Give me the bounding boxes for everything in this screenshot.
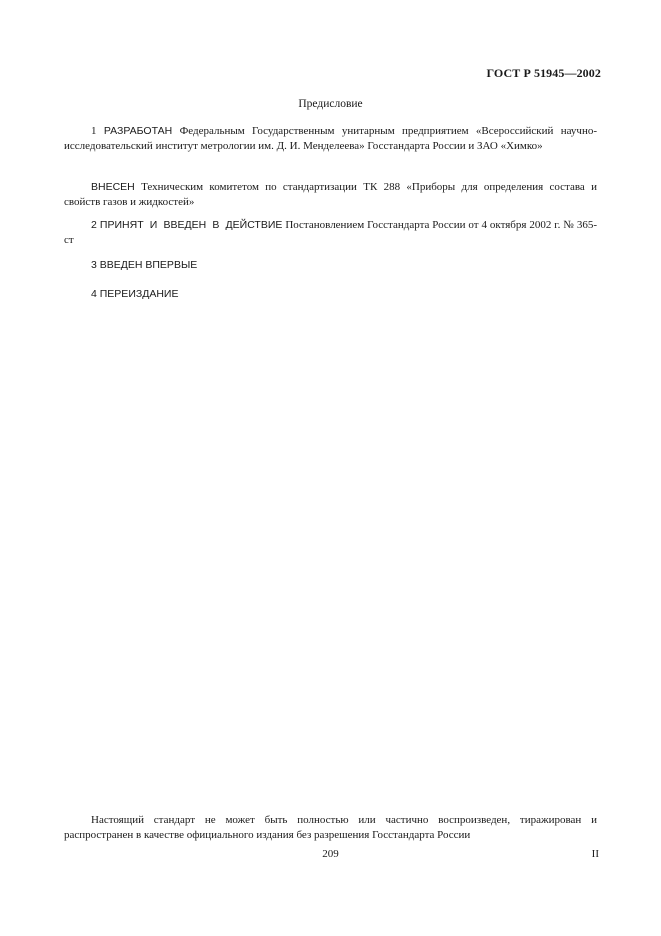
caps-developed: РАЗРАБОТАН (103, 125, 173, 137)
caps-first-introduced: 3 ВВЕДЕН ВПЕРВЫЕ (91, 259, 198, 271)
page-number: 209 (322, 848, 339, 860)
document-code: ГОСТ Р 51945—2002 (486, 66, 601, 80)
paragraph-adopted (64, 218, 597, 248)
roman-page-number: II (591, 848, 599, 860)
paragraph-reissue (64, 287, 597, 302)
adopted-text: Постановлением Госстандарта России от 4 октября 2002 г. № 365-ст (64, 219, 597, 246)
caps-adopted: 2 ПРИНЯТ И ВВЕДЕН В ДЕЙСТВИЕ (91, 219, 283, 231)
paragraph-introduced (64, 180, 597, 210)
paragraph-first-introduced (64, 258, 597, 273)
developed-text: Федеральным Государственным унитарным предприятием «Всероссийский научно-исследовательский институт метрологии им. Д. И. Менделеева» Госстандарта России и ЗАО «Химко» (64, 125, 598, 152)
introduced-text: Техническим комитетом по стандартизации ТК 288 «Приборы для определения состава и свойств газов и жидкостей» (64, 181, 597, 208)
caps-introduced: ВНЕСЕН (91, 181, 135, 193)
foreword-title: Предисловие (298, 98, 363, 110)
paragraph-number: 1 (91, 125, 97, 137)
copyright-notice-text: Настоящий стандарт не может быть полностью или частично воспроизведен, тиражирован и распространен в качестве официального издания без разрешения Госстандарта России (64, 814, 597, 841)
paragraph-developed (64, 124, 597, 154)
copyright-notice (64, 813, 597, 843)
caps-reissue: 4 ПЕРЕИЗДАНИЕ (91, 288, 179, 300)
